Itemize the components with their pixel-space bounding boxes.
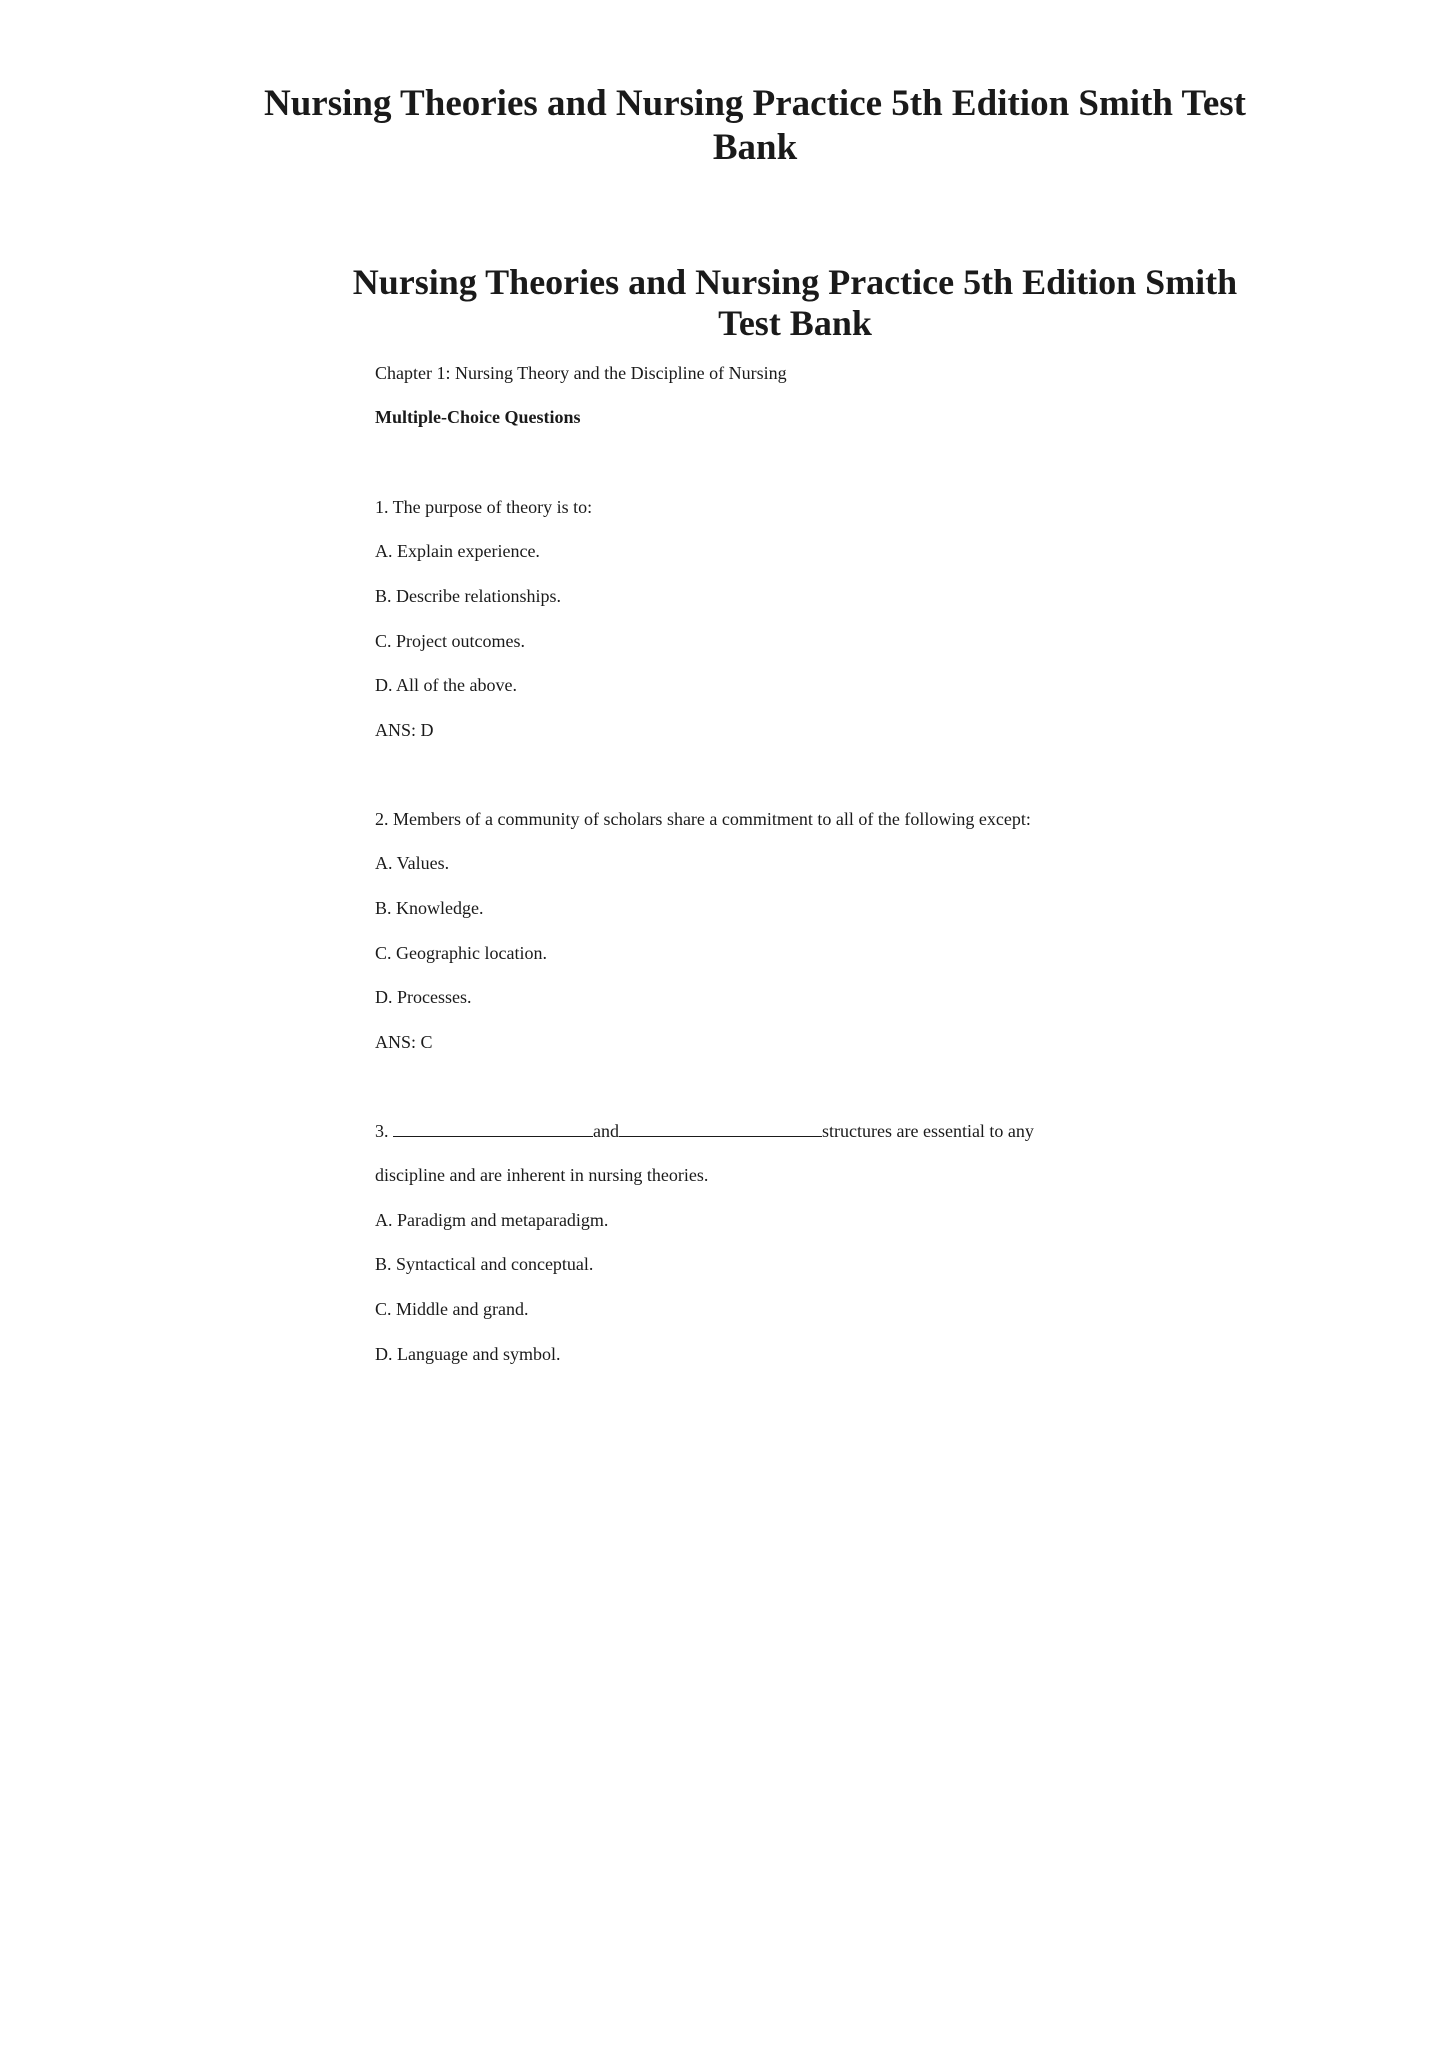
document-title: Nursing Theories and Nursing Practice 5th Edition Smith Test Bank [352, 262, 1238, 343]
question-2-stem: 2. Members of a community of scholars share a commitment to all of the following except: [375, 809, 1031, 829]
question-2-option-b: B. Knowledge. [375, 898, 484, 918]
question-2-option-d: D. Processes. [375, 987, 472, 1007]
question-1-stem: 1. The purpose of theory is to: [375, 497, 593, 517]
question-3-option-c: C. Middle and grand. [375, 1299, 529, 1319]
question-1-option-b: B. Describe relationships. [375, 586, 561, 606]
question-3-option-b: B. Syntactical and conceptual. [375, 1254, 594, 1274]
question-3-option-d: D. Language and symbol. [375, 1344, 561, 1364]
question-2-answer: ANS: C [375, 1032, 433, 1052]
question-2-option-c: C. Geographic location. [375, 943, 547, 963]
fill-in-blank-2 [619, 1120, 822, 1137]
question-3-tail: structures are essential to any [822, 1121, 1034, 1141]
question-3-number: 3. [375, 1121, 389, 1141]
question-2-option-a: A. Values. [375, 853, 450, 873]
question-1-option-c: C. Project outcomes. [375, 631, 525, 651]
question-3-option-a: A. Paradigm and metaparadigm. [375, 1210, 609, 1230]
chapter-heading: Chapter 1: Nursing Theory and the Discipline of Nursing [375, 363, 787, 383]
question-1-option-a: A. Explain experience. [375, 541, 540, 561]
fill-in-blank-1 [393, 1120, 593, 1137]
question-3-and: and [593, 1121, 619, 1141]
question-1-option-d: D. All of the above. [375, 675, 517, 695]
question-1-answer: ANS: D [375, 720, 434, 740]
section-heading: Multiple-Choice Questions [375, 407, 581, 427]
question-3-stem-continued: discipline and are inherent in nursing theories. [375, 1165, 709, 1185]
question-3-stem [375, 1120, 1034, 1142]
page-title: Nursing Theories and Nursing Practice 5th Edition Smith Test Bank [264, 83, 1246, 168]
